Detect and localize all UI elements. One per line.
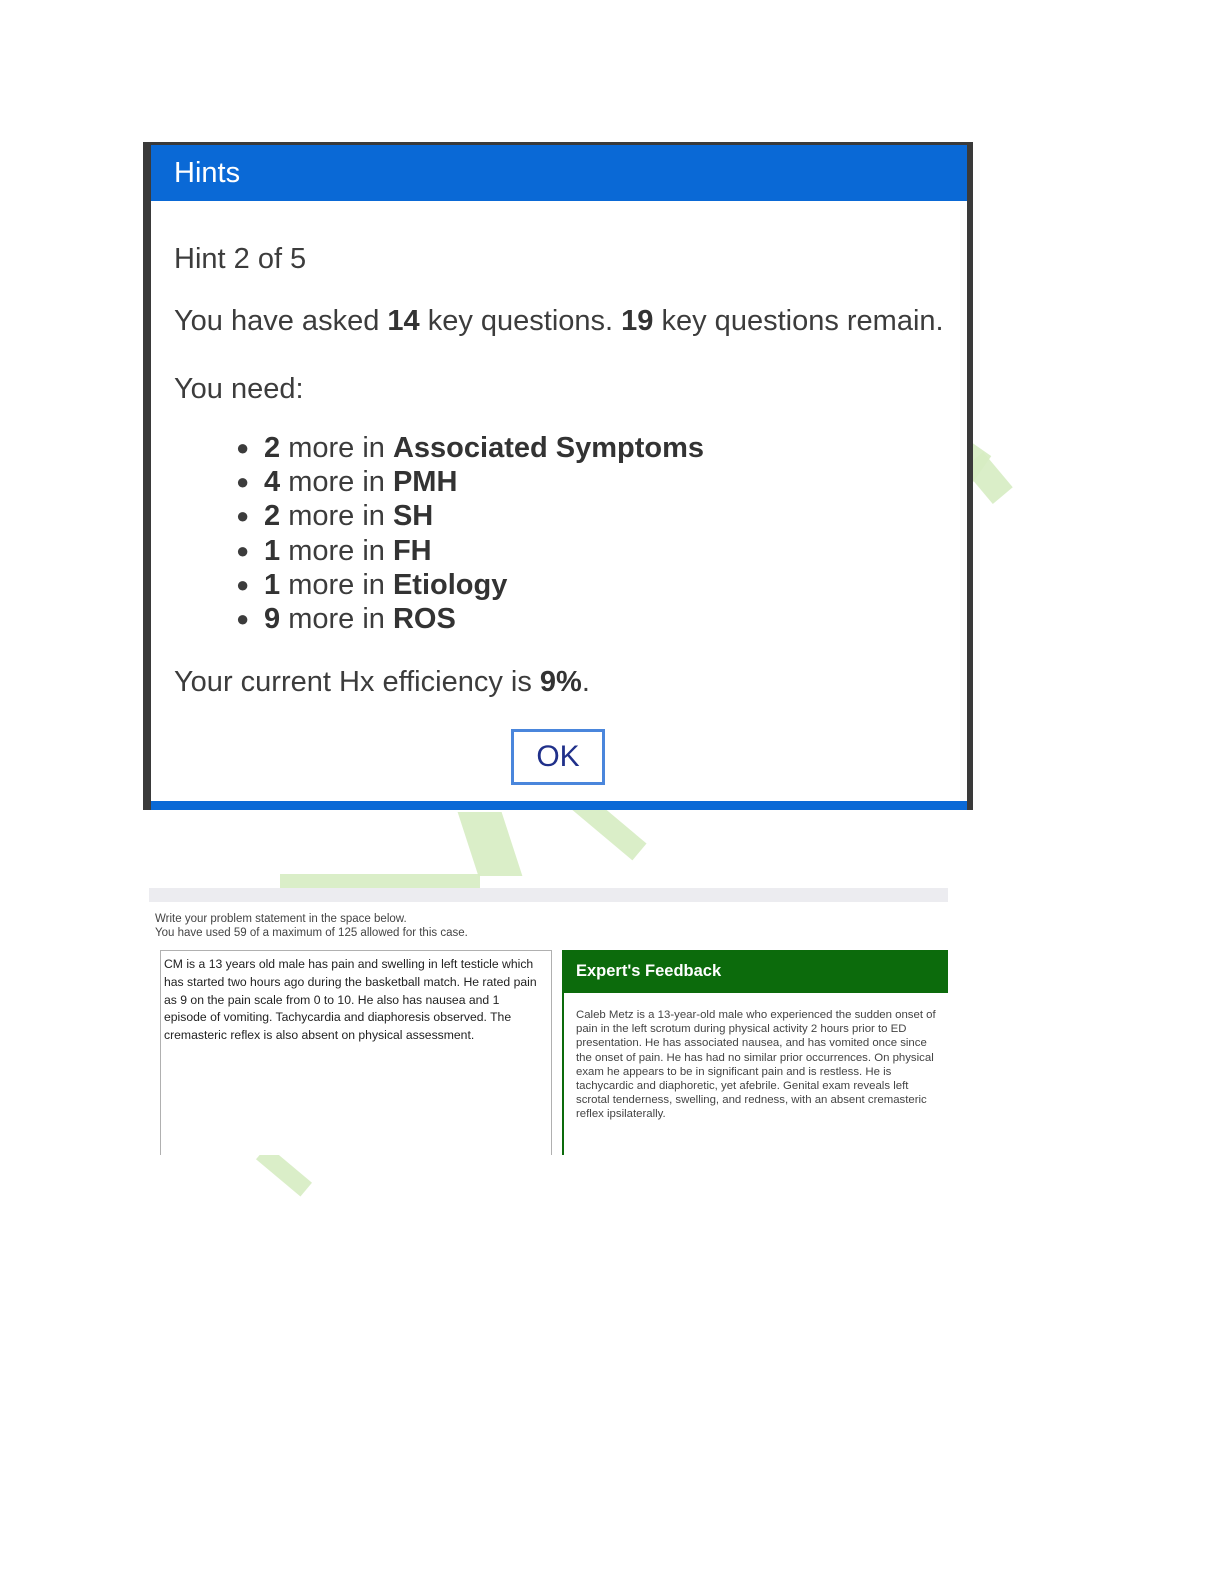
- bullet-icon: ●: [236, 469, 250, 495]
- key-questions-summary: [174, 301, 967, 341]
- summary-prefix: You have asked: [174, 305, 380, 337]
- bullet-icon: ●: [236, 503, 250, 529]
- need-text: more in: [288, 534, 385, 567]
- bullet-icon: ●: [236, 537, 250, 563]
- list-item: [236, 465, 967, 499]
- instructions: [155, 912, 468, 940]
- need-count: 2: [264, 432, 281, 464]
- hint-counter: Hint 2 of 5: [174, 243, 307, 275]
- need-text: more in: [288, 568, 385, 601]
- need-count: 4: [264, 466, 281, 499]
- bullet-icon: ●: [236, 605, 250, 631]
- need-label: You need:: [174, 373, 304, 405]
- need-count: 1: [264, 534, 281, 567]
- summary-middle: key questions.: [427, 305, 614, 337]
- need-text: more in: [288, 432, 385, 464]
- need-count: 1: [264, 568, 281, 601]
- efficiency-prefix: Your current Hx efficiency is: [174, 666, 532, 699]
- need-text: more in: [288, 602, 385, 635]
- instruction-line: Write your problem statement in the space below.: [155, 913, 407, 925]
- list-item: [236, 602, 967, 636]
- hints-dialog-frame: [143, 142, 973, 810]
- ok-button[interactable]: OK: [511, 729, 605, 785]
- need-category: ROS: [392, 602, 456, 635]
- expert-feedback-panel: [562, 950, 948, 1155]
- list-item: [236, 534, 967, 568]
- bullet-icon: ●: [236, 435, 250, 460]
- hints-dialog: [151, 145, 967, 810]
- list-item: [236, 568, 967, 602]
- feedback-text: Caleb Metz is a 13-year-old male who experienced the sudden onset of pain in the left scrotum during physical activity 2 hours prior to ED presentation. He has associated nausea, and has vomited once since the onset of pain. He has had no similar prior occurrences. On physical exam he appears to be in significant pain and is restless. He is tachycardic and diaphoretic, yet afebrile. Genital exam reveals left scrotal tenderness, swelling, and redness, with an absent cremasteric reflex ipsilaterally.: [576, 1009, 936, 1121]
- asked-count: 14: [387, 305, 420, 337]
- efficiency-suffix: .: [581, 666, 590, 699]
- watermark-stroke: [280, 874, 480, 888]
- need-count: 2: [264, 500, 281, 533]
- section-divider: [149, 888, 948, 902]
- dialog-title: Hints: [151, 145, 967, 201]
- dialog-body: [151, 239, 967, 702]
- word-count-line: You have used 59 of a maximum of 125 allowed for this case.: [155, 927, 468, 939]
- summary-suffix: key questions remain.: [661, 305, 944, 337]
- need-category: PMH: [392, 466, 458, 499]
- problem-statement-textarea[interactable]: CM is a 13 years old male has pain and swelling in left testicle which has started two hours ago during the basketball match. He rated pain as 9 on the pain scale from 0 to 10. He also has nausea and 1 episode of vomiting. Tachycardia and diaphoresis observed. The cremasteric reflex is also absent on physical assessment.: [160, 950, 552, 1155]
- need-category: SH: [392, 500, 434, 533]
- need-text: more in: [288, 500, 385, 533]
- need-count: 9: [264, 602, 281, 635]
- feedback-title: Expert's Feedback: [564, 950, 948, 993]
- efficiency-line: [174, 662, 967, 702]
- bullet-icon: ●: [236, 571, 250, 597]
- list-item: [236, 431, 967, 465]
- remain-count: 19: [621, 305, 654, 337]
- watermark-stroke: [458, 812, 523, 876]
- list-item: [236, 499, 967, 533]
- need-text: more in: [288, 466, 385, 499]
- need-category: Associated Symptoms: [392, 432, 705, 464]
- dialog-bottom-bar: [151, 801, 967, 810]
- needs-list: [174, 431, 967, 636]
- need-category: Etiology: [392, 568, 508, 601]
- need-category: FH: [392, 534, 432, 567]
- efficiency-value: 9%: [539, 666, 582, 699]
